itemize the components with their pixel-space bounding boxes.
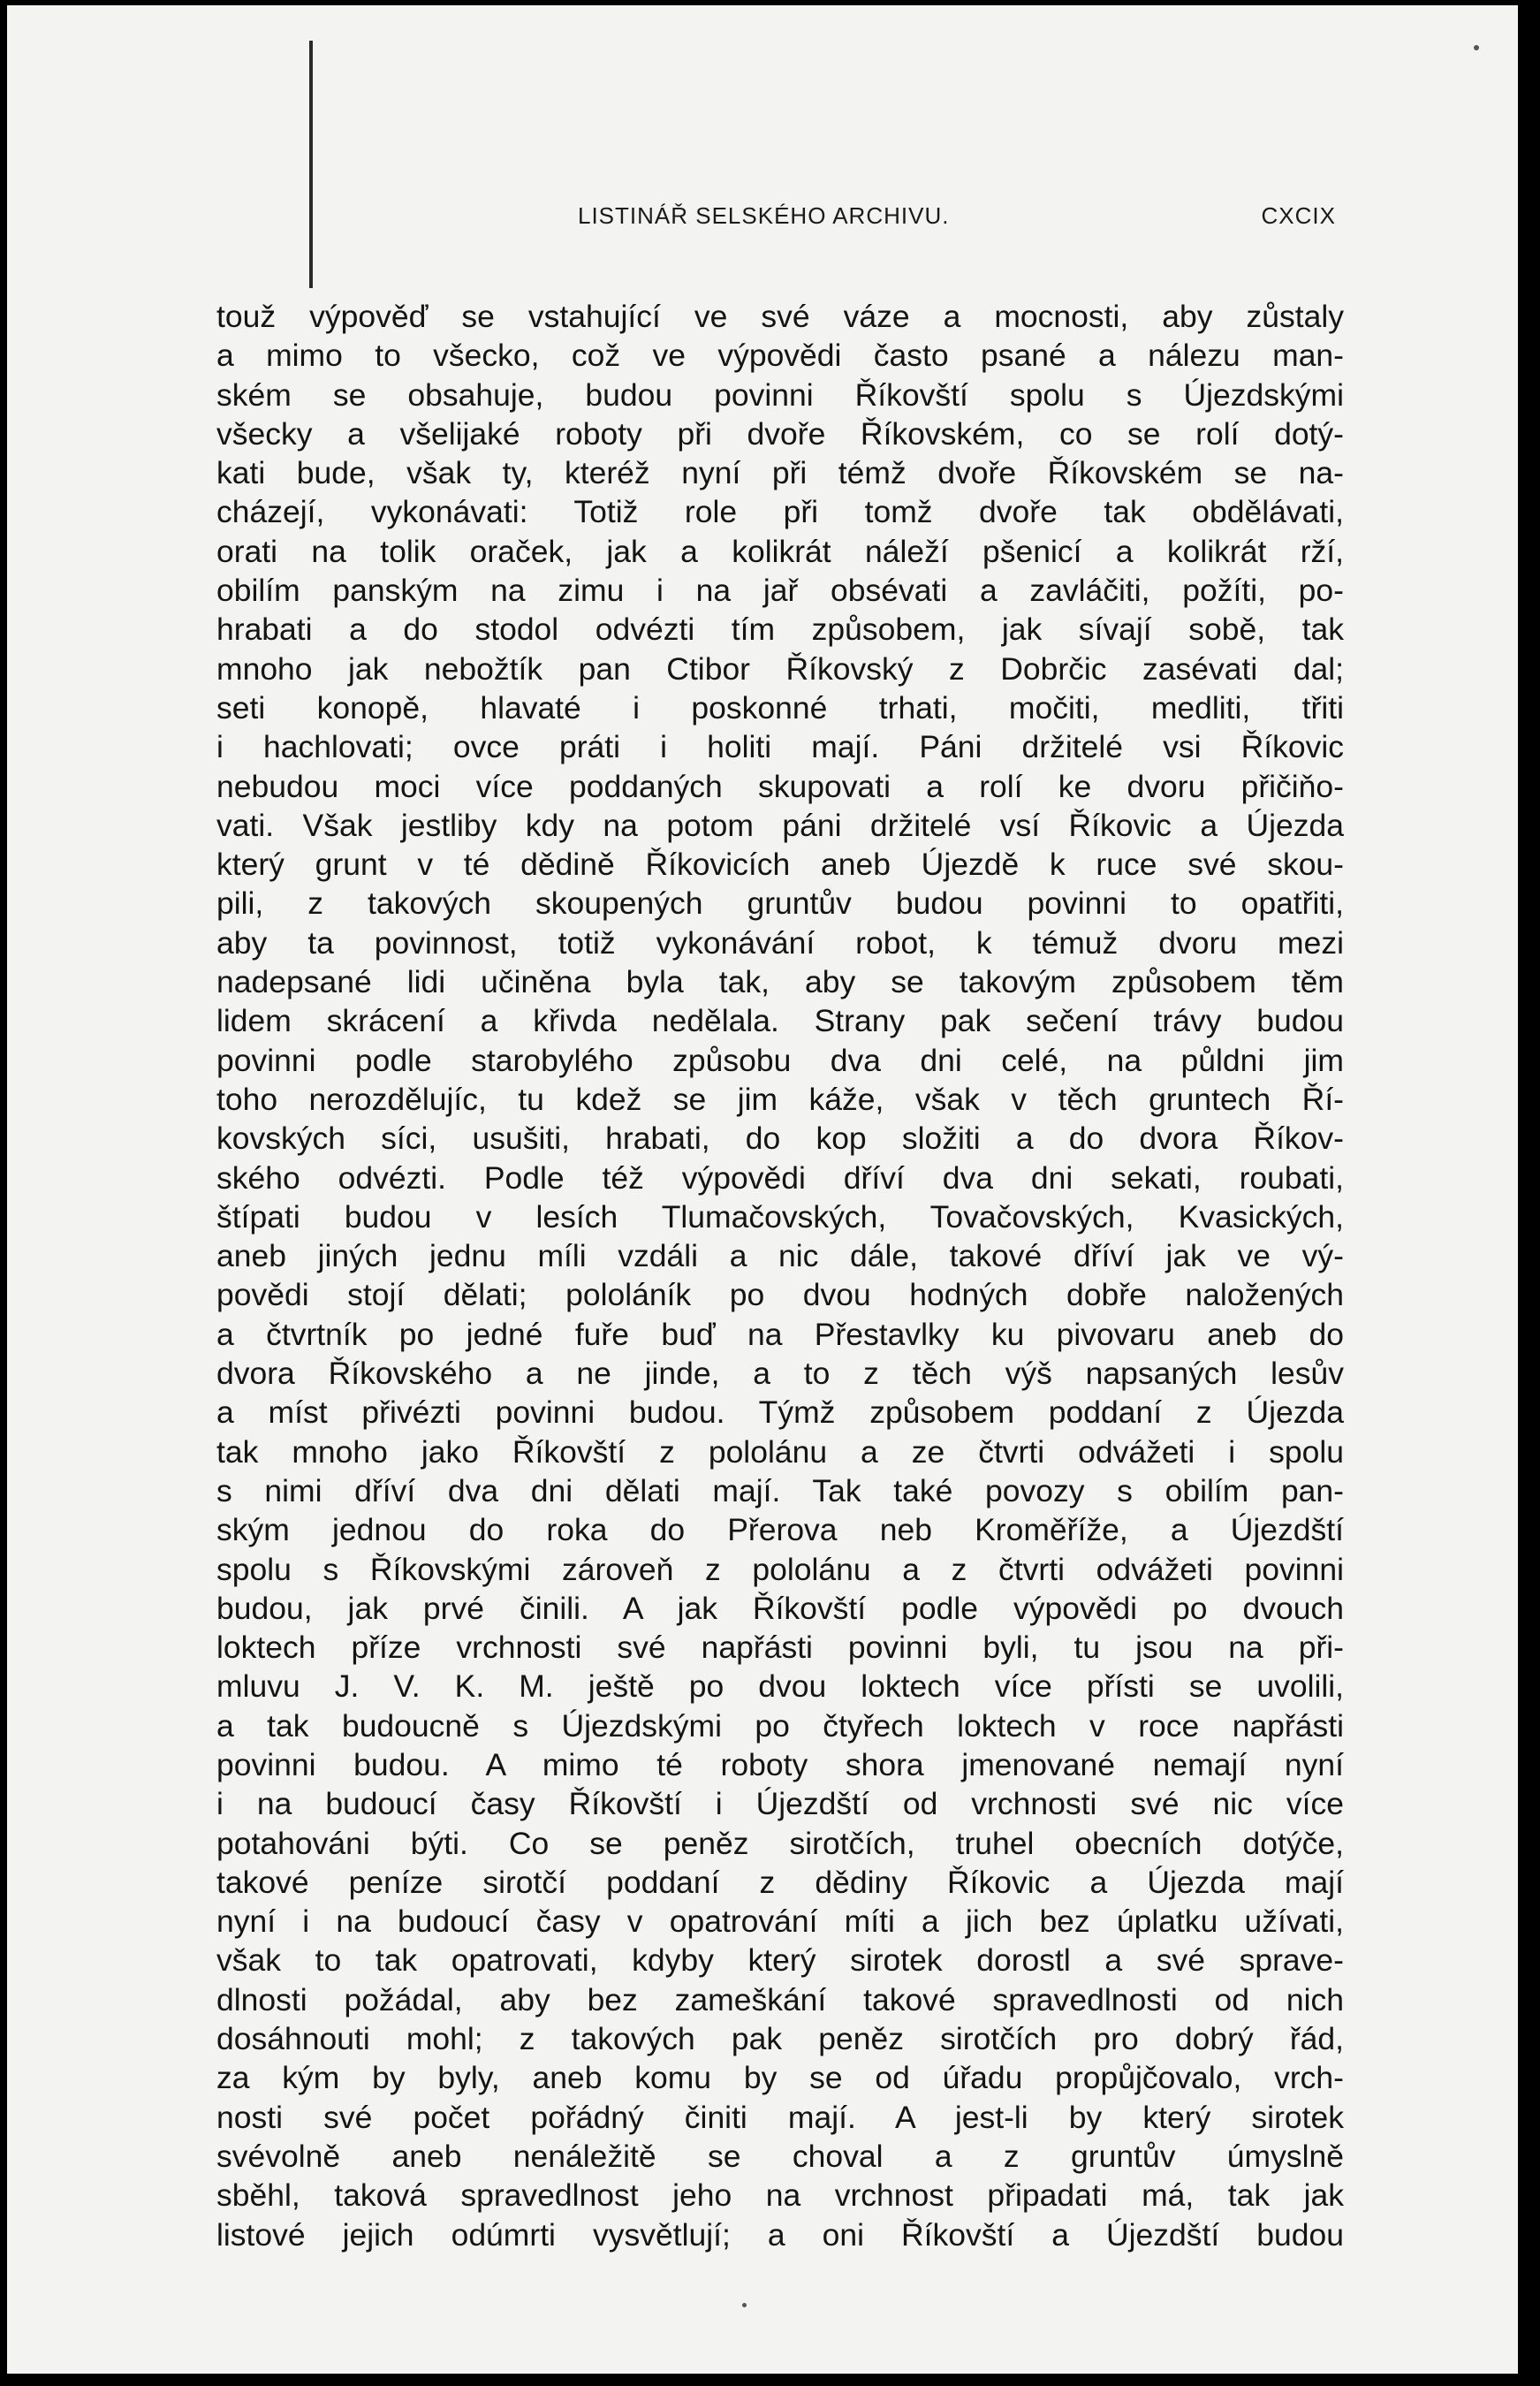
text-line: který grunt v té dědině Říkovicích aneb Újezdě k ruce své skou- (216, 847, 1344, 883)
page-header (578, 202, 1336, 238)
text-line: potahováni býti. Co se peněz sirotčích, truhel obecních dotýče, (216, 1825, 1344, 1861)
text-line: dvora Říkovského a ne jinde, a to z těch výš napsaných lesův (216, 1356, 1344, 1392)
text-line: tak mnoho jako Říkovští z pololánu a ze čtvrti odvážeti i spolu (216, 1433, 1344, 1470)
text-line: mluvu J. V. K. M. ještě po dvou loktech více přísti se uvolili, (216, 1668, 1344, 1705)
body-text (216, 297, 1344, 2254)
text-line: a mimo to všecko, což ve výpovědi často psané a nálezu man- (216, 338, 1344, 374)
text-line: orati na tolik oraček, jak a kolikrát náleží pšenicí a kolikrát rží, (216, 533, 1344, 569)
text-line: však to tak opatrovati, kdyby který sirotek dorostl a své sprave- (216, 1942, 1344, 1979)
text-line: sběhl, taková spravedlnost jeho na vrchnost připadati má, tak jak (216, 2177, 1344, 2214)
text-line: aby ta povinnost, totiž vykonávání robot, k témuž dvoru mezi (216, 924, 1344, 961)
text-line: nadepsané lidi učiněna byla tak, aby se takovým způsobem těm (216, 964, 1344, 1000)
text-line: a míst přivézti povinni budou. Týmž způsobem poddaní z Újezda (216, 1394, 1344, 1431)
text-line: ském se obsahuje, budou povinni Říkovští spolu s Újezdskými (216, 376, 1344, 413)
text-line: i hachlovati; ovce práti i holiti mají. Páni držitelé vsi Říkovic (216, 729, 1344, 765)
text-line: seti konopě, hlavaté i poskonné trhati, močiti, medliti, třiti (216, 689, 1344, 726)
text-line: pili, z takových skoupených gruntův budou povinni to opatřiti, (216, 885, 1344, 922)
binding-mark (309, 41, 313, 288)
text-line: obilím panským na zimu i na jař obsévati a zavláčiti, požíti, po- (216, 573, 1344, 609)
text-line: dlnosti požádal, aby bez zameškání takové spravedlnosti od nich (216, 1981, 1344, 2017)
text-line: kovských síci, usušiti, hrabati, do kop složiti a do dvora Říkov- (216, 1121, 1344, 1157)
page-number: CXCIX (1261, 202, 1336, 229)
document-page (7, 5, 1518, 2374)
text-line: ského odvézti. Podle též výpovědi dříví dva dni sekati, roubati, (216, 1159, 1344, 1196)
text-line: cházejí, vykonávati: Totiž role při tomž dvoře tak obdělávati, (216, 494, 1344, 530)
text-line: povinni podle starobylého způsobu dva dni celé, na půldni jim (216, 1042, 1344, 1078)
text-line: spolu s Říkovskými zároveň z pololánu a z čtvrti odvážeti povinni (216, 1551, 1344, 1587)
text-line: touž výpověď se vstahující ve své váze a mocnosti, aby zůstaly (216, 299, 1344, 334)
text-line: toho nerozdělujíc, tu kdež se jim káže, však v těch gruntech Ří- (216, 1081, 1344, 1117)
text-line: nosti své počet pořádný činiti mají. A jest-li by který sirotek (216, 2099, 1344, 2135)
text-line: nyní i na budoucí časy v opatrování míti a jich bez úplatku užívati, (216, 1903, 1344, 1940)
text-line: vati. Však jestliby kdy na potom páni držitelé vsí Říkovic a Újezda (216, 807, 1344, 843)
text-line: i na budoucí časy Říkovští i Újezdští od vrchnosti své nic více (216, 1786, 1344, 1822)
scan-speck (1474, 45, 1479, 50)
text-line: ským jednou do roka do Přerova neb Kroměříže, a Újezdští (216, 1512, 1344, 1548)
running-title: LISTINÁŘ SELSKÉHO ARCHIVU. (578, 202, 950, 229)
text-line: kati bude, však ty, kteréž nyní při témž dvoře Říkovském se na- (216, 455, 1344, 491)
text-line: svévolně aneb nenáležitě se choval a z gruntův úmyslně (216, 2138, 1344, 2174)
text-line: takové peníze sirotčí poddaní z dědiny Říkovic a Újezda mají (216, 1864, 1344, 1900)
text-line: budou, jak prvé činili. A jak Říkovští podle výpovědi po dvouch (216, 1590, 1344, 1626)
text-line: nebudou moci více poddaných skupovati a rolí ke dvoru přičiňo- (216, 768, 1344, 804)
text-line: s nimi dříví dva dni dělati mají. Tak také povozy s obilím pan- (216, 1472, 1344, 1508)
text-line: a tak budoucně s Újezdskými po čtyřech loktech v roce napřásti (216, 1707, 1344, 1744)
text-line: listové jejich odúmrti vysvětlují; a oni Říkovští a Újezdští budou (216, 2216, 1344, 2253)
text-line: hrabati a do stodol odvézti tím způsobem, jak sívají sobě, tak (216, 612, 1344, 648)
text-line: loktech příze vrchnosti své napřásti povinni byli, tu jsou na při- (216, 1630, 1344, 1666)
text-line: mnoho jak nebožtík pan Ctibor Říkovský z Dobrčic zasévati dal; (216, 650, 1344, 687)
text-line: dosáhnouti mohl; z takových pak peněz sirotčích pro dobrý řád, (216, 2021, 1344, 2057)
text-line: aneb jiných jednu míli vzdáli a nic dále, takové dříví jak ve vý- (216, 1238, 1344, 1274)
text-line: lidem skrácení a křivda nedělala. Strany pak sečení trávy budou (216, 1003, 1344, 1039)
scan-speck (742, 2303, 747, 2307)
text-line: a čtvrtník po jedné fuře buď na Přestavlky ku pivovaru aneb do (216, 1316, 1344, 1352)
text-line: povinni budou. A mimo té roboty shora jmenované nemají nyní (216, 1746, 1344, 1782)
text-line: štípati budou v lesích Tlumačovských, Tovačovských, Kvasických, (216, 1198, 1344, 1235)
text-line: za kým by byly, aneb komu by se od úřadu propůjčovalo, vrch- (216, 2060, 1344, 2096)
text-line: povědi stojí dělati; pololáník po dvou hodných dobře naložených (216, 1277, 1344, 1313)
text-line: všecky a všelijaké roboty při dvoře Říkovském, co se rolí dotý- (216, 415, 1344, 452)
